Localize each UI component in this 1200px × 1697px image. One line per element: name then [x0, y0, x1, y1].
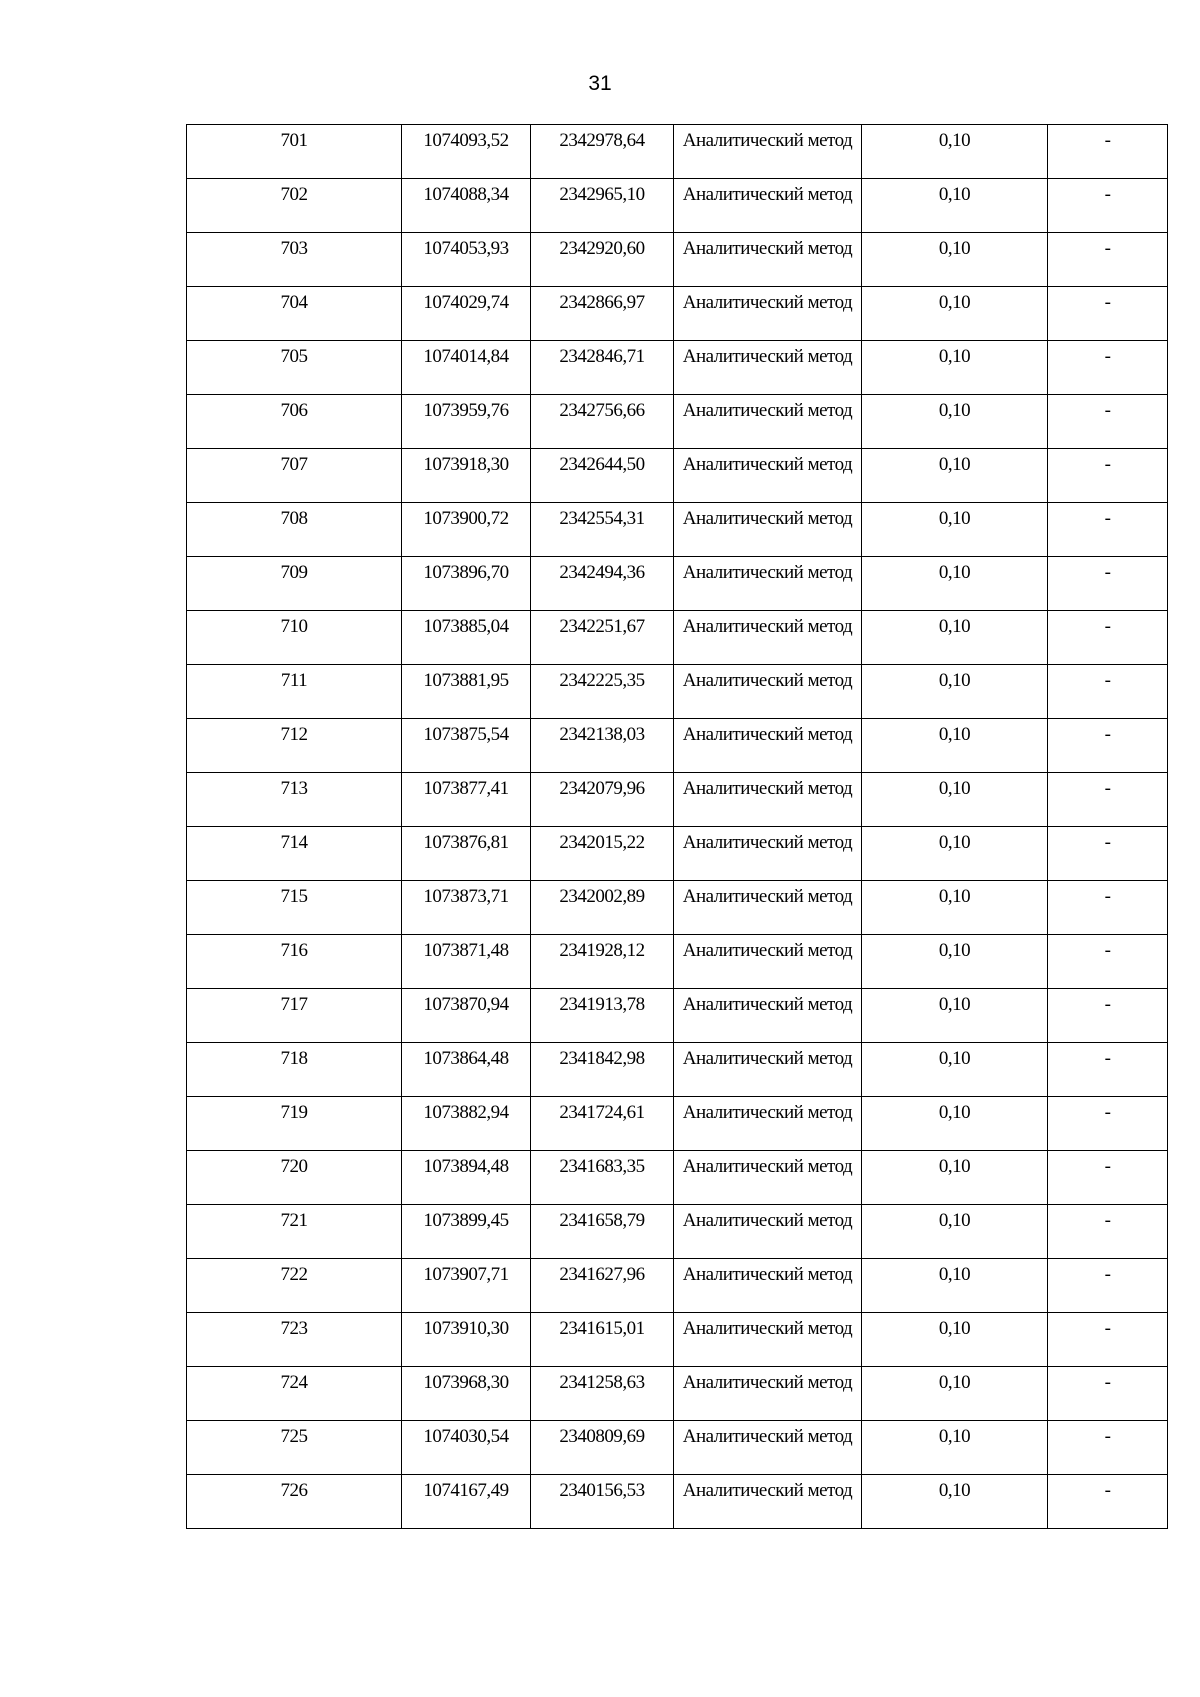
x-coordinate-cell: 1073876,81 — [402, 827, 531, 881]
note-cell: - — [1048, 1421, 1168, 1475]
method-cell: Аналитический метод — [674, 719, 862, 773]
x-coordinate-cell: 1073877,41 — [402, 773, 531, 827]
table-row — [187, 449, 1168, 503]
method-cell: Аналитический метод — [674, 233, 862, 287]
point-number-cell: 725 — [187, 1421, 402, 1475]
note-cell: - — [1048, 1367, 1168, 1421]
note-cell: - — [1048, 1043, 1168, 1097]
method-cell: Аналитический метод — [674, 449, 862, 503]
y-coordinate-cell: 2341842,98 — [531, 1043, 674, 1097]
note-cell: - — [1048, 935, 1168, 989]
method-cell: Аналитический метод — [674, 881, 862, 935]
y-coordinate-cell: 2342138,03 — [531, 719, 674, 773]
table-row — [187, 989, 1168, 1043]
x-coordinate-cell: 1073871,48 — [402, 935, 531, 989]
x-coordinate-cell: 1074093,52 — [402, 125, 531, 179]
point-number-cell: 720 — [187, 1151, 402, 1205]
method-cell: Аналитический метод — [674, 1097, 862, 1151]
table-row — [187, 1367, 1168, 1421]
note-cell: - — [1048, 773, 1168, 827]
note-cell: - — [1048, 233, 1168, 287]
method-cell: Аналитический метод — [674, 1421, 862, 1475]
point-number-cell: 701 — [187, 125, 402, 179]
x-coordinate-cell: 1073881,95 — [402, 665, 531, 719]
accuracy-cell: 0,10 — [862, 1475, 1048, 1529]
x-coordinate-cell: 1073899,45 — [402, 1205, 531, 1259]
accuracy-cell: 0,10 — [862, 341, 1048, 395]
method-cell: Аналитический метод — [674, 773, 862, 827]
x-coordinate-cell: 1074029,74 — [402, 287, 531, 341]
point-number-cell: 717 — [187, 989, 402, 1043]
point-number-cell: 722 — [187, 1259, 402, 1313]
x-coordinate-cell: 1073870,94 — [402, 989, 531, 1043]
note-cell: - — [1048, 503, 1168, 557]
x-coordinate-cell: 1073900,72 — [402, 503, 531, 557]
note-cell: - — [1048, 125, 1168, 179]
note-cell: - — [1048, 557, 1168, 611]
x-coordinate-cell: 1073882,94 — [402, 1097, 531, 1151]
table-row — [187, 1421, 1168, 1475]
accuracy-cell: 0,10 — [862, 287, 1048, 341]
point-number-cell: 718 — [187, 1043, 402, 1097]
point-number-cell: 705 — [187, 341, 402, 395]
y-coordinate-cell: 2341615,01 — [531, 1313, 674, 1367]
accuracy-cell: 0,10 — [862, 1097, 1048, 1151]
coordinates-table — [186, 124, 1168, 1529]
accuracy-cell: 0,10 — [862, 1043, 1048, 1097]
y-coordinate-cell: 2342079,96 — [531, 773, 674, 827]
table-row — [187, 1097, 1168, 1151]
note-cell: - — [1048, 611, 1168, 665]
table-row — [187, 1259, 1168, 1313]
point-number-cell: 726 — [187, 1475, 402, 1529]
accuracy-cell: 0,10 — [862, 719, 1048, 773]
table-row — [187, 827, 1168, 881]
note-cell: - — [1048, 989, 1168, 1043]
y-coordinate-cell: 2342002,89 — [531, 881, 674, 935]
y-coordinate-cell: 2340809,69 — [531, 1421, 674, 1475]
table-row — [187, 125, 1168, 179]
coordinates-table-body — [187, 125, 1168, 1529]
y-coordinate-cell: 2342251,67 — [531, 611, 674, 665]
method-cell: Аналитический метод — [674, 665, 862, 719]
x-coordinate-cell: 1074088,34 — [402, 179, 531, 233]
method-cell: Аналитический метод — [674, 341, 862, 395]
x-coordinate-cell: 1074014,84 — [402, 341, 531, 395]
x-coordinate-cell: 1073959,76 — [402, 395, 531, 449]
point-number-cell: 710 — [187, 611, 402, 665]
y-coordinate-cell: 2341928,12 — [531, 935, 674, 989]
point-number-cell: 702 — [187, 179, 402, 233]
x-coordinate-cell: 1073896,70 — [402, 557, 531, 611]
method-cell: Аналитический метод — [674, 557, 862, 611]
page-number: 31 — [588, 72, 612, 95]
table-row — [187, 395, 1168, 449]
method-cell: Аналитический метод — [674, 1313, 862, 1367]
accuracy-cell: 0,10 — [862, 665, 1048, 719]
accuracy-cell: 0,10 — [862, 557, 1048, 611]
method-cell: Аналитический метод — [674, 827, 862, 881]
note-cell: - — [1048, 1313, 1168, 1367]
y-coordinate-cell: 2342978,64 — [531, 125, 674, 179]
accuracy-cell: 0,10 — [862, 827, 1048, 881]
point-number-cell: 707 — [187, 449, 402, 503]
x-coordinate-cell: 1074167,49 — [402, 1475, 531, 1529]
table-row — [187, 503, 1168, 557]
point-number-cell: 706 — [187, 395, 402, 449]
point-number-cell: 704 — [187, 287, 402, 341]
note-cell: - — [1048, 881, 1168, 935]
y-coordinate-cell: 2342846,71 — [531, 341, 674, 395]
table-row — [187, 881, 1168, 935]
point-number-cell: 716 — [187, 935, 402, 989]
table-row — [187, 179, 1168, 233]
x-coordinate-cell: 1073918,30 — [402, 449, 531, 503]
y-coordinate-cell: 2341913,78 — [531, 989, 674, 1043]
accuracy-cell: 0,10 — [862, 773, 1048, 827]
note-cell: - — [1048, 1205, 1168, 1259]
point-number-cell: 709 — [187, 557, 402, 611]
method-cell: Аналитический метод — [674, 611, 862, 665]
point-number-cell: 703 — [187, 233, 402, 287]
method-cell: Аналитический метод — [674, 1043, 862, 1097]
point-number-cell: 724 — [187, 1367, 402, 1421]
note-cell: - — [1048, 665, 1168, 719]
y-coordinate-cell: 2342554,31 — [531, 503, 674, 557]
y-coordinate-cell: 2342225,35 — [531, 665, 674, 719]
point-number-cell: 711 — [187, 665, 402, 719]
x-coordinate-cell: 1073910,30 — [402, 1313, 531, 1367]
y-coordinate-cell: 2342494,36 — [531, 557, 674, 611]
accuracy-cell: 0,10 — [862, 449, 1048, 503]
note-cell: - — [1048, 719, 1168, 773]
accuracy-cell: 0,10 — [862, 1151, 1048, 1205]
table-row — [187, 1043, 1168, 1097]
point-number-cell: 714 — [187, 827, 402, 881]
y-coordinate-cell: 2342866,97 — [531, 287, 674, 341]
point-number-cell: 712 — [187, 719, 402, 773]
y-coordinate-cell: 2342965,10 — [531, 179, 674, 233]
method-cell: Аналитический метод — [674, 1475, 862, 1529]
note-cell: - — [1048, 827, 1168, 881]
accuracy-cell: 0,10 — [862, 1259, 1048, 1313]
x-coordinate-cell: 1073968,30 — [402, 1367, 531, 1421]
x-coordinate-cell: 1073894,48 — [402, 1151, 531, 1205]
accuracy-cell: 0,10 — [862, 1421, 1048, 1475]
note-cell: - — [1048, 1151, 1168, 1205]
y-coordinate-cell: 2341683,35 — [531, 1151, 674, 1205]
method-cell: Аналитический метод — [674, 989, 862, 1043]
point-number-cell: 708 — [187, 503, 402, 557]
y-coordinate-cell: 2341658,79 — [531, 1205, 674, 1259]
table-row — [187, 287, 1168, 341]
method-cell: Аналитический метод — [674, 503, 862, 557]
point-number-cell: 723 — [187, 1313, 402, 1367]
method-cell: Аналитический метод — [674, 1367, 862, 1421]
table-row — [187, 1205, 1168, 1259]
table-row — [187, 341, 1168, 395]
x-coordinate-cell: 1073875,54 — [402, 719, 531, 773]
y-coordinate-cell: 2341258,63 — [531, 1367, 674, 1421]
method-cell: Аналитический метод — [674, 179, 862, 233]
note-cell: - — [1048, 1475, 1168, 1529]
accuracy-cell: 0,10 — [862, 233, 1048, 287]
accuracy-cell: 0,10 — [862, 989, 1048, 1043]
point-number-cell: 719 — [187, 1097, 402, 1151]
accuracy-cell: 0,10 — [862, 395, 1048, 449]
x-coordinate-cell: 1074053,93 — [402, 233, 531, 287]
y-coordinate-cell: 2342644,50 — [531, 449, 674, 503]
note-cell: - — [1048, 287, 1168, 341]
y-coordinate-cell: 2340156,53 — [531, 1475, 674, 1529]
point-number-cell: 721 — [187, 1205, 402, 1259]
accuracy-cell: 0,10 — [862, 1205, 1048, 1259]
x-coordinate-cell: 1073907,71 — [402, 1259, 531, 1313]
method-cell: Аналитический метод — [674, 1259, 862, 1313]
accuracy-cell: 0,10 — [862, 1367, 1048, 1421]
accuracy-cell: 0,10 — [862, 179, 1048, 233]
y-coordinate-cell: 2341627,96 — [531, 1259, 674, 1313]
table-row — [187, 773, 1168, 827]
y-coordinate-cell: 2342015,22 — [531, 827, 674, 881]
table-row — [187, 611, 1168, 665]
method-cell: Аналитический метод — [674, 935, 862, 989]
note-cell: - — [1048, 341, 1168, 395]
y-coordinate-cell: 2342756,66 — [531, 395, 674, 449]
x-coordinate-cell: 1073885,04 — [402, 611, 531, 665]
note-cell: - — [1048, 449, 1168, 503]
accuracy-cell: 0,10 — [862, 125, 1048, 179]
table-row — [187, 719, 1168, 773]
y-coordinate-cell: 2342920,60 — [531, 233, 674, 287]
method-cell: Аналитический метод — [674, 1151, 862, 1205]
note-cell: - — [1048, 179, 1168, 233]
accuracy-cell: 0,10 — [862, 935, 1048, 989]
table-row — [187, 935, 1168, 989]
note-cell: - — [1048, 395, 1168, 449]
method-cell: Аналитический метод — [674, 395, 862, 449]
table-row — [187, 1475, 1168, 1529]
x-coordinate-cell: 1073864,48 — [402, 1043, 531, 1097]
table-row — [187, 233, 1168, 287]
accuracy-cell: 0,10 — [862, 611, 1048, 665]
y-coordinate-cell: 2341724,61 — [531, 1097, 674, 1151]
table-row — [187, 665, 1168, 719]
method-cell: Аналитический метод — [674, 287, 862, 341]
accuracy-cell: 0,10 — [862, 503, 1048, 557]
table-row — [187, 1151, 1168, 1205]
table-row — [187, 1313, 1168, 1367]
table-row — [187, 557, 1168, 611]
point-number-cell: 713 — [187, 773, 402, 827]
point-number-cell: 715 — [187, 881, 402, 935]
method-cell: Аналитический метод — [674, 125, 862, 179]
x-coordinate-cell: 1074030,54 — [402, 1421, 531, 1475]
x-coordinate-cell: 1073873,71 — [402, 881, 531, 935]
accuracy-cell: 0,10 — [862, 1313, 1048, 1367]
note-cell: - — [1048, 1259, 1168, 1313]
method-cell: Аналитический метод — [674, 1205, 862, 1259]
accuracy-cell: 0,10 — [862, 881, 1048, 935]
note-cell: - — [1048, 1097, 1168, 1151]
